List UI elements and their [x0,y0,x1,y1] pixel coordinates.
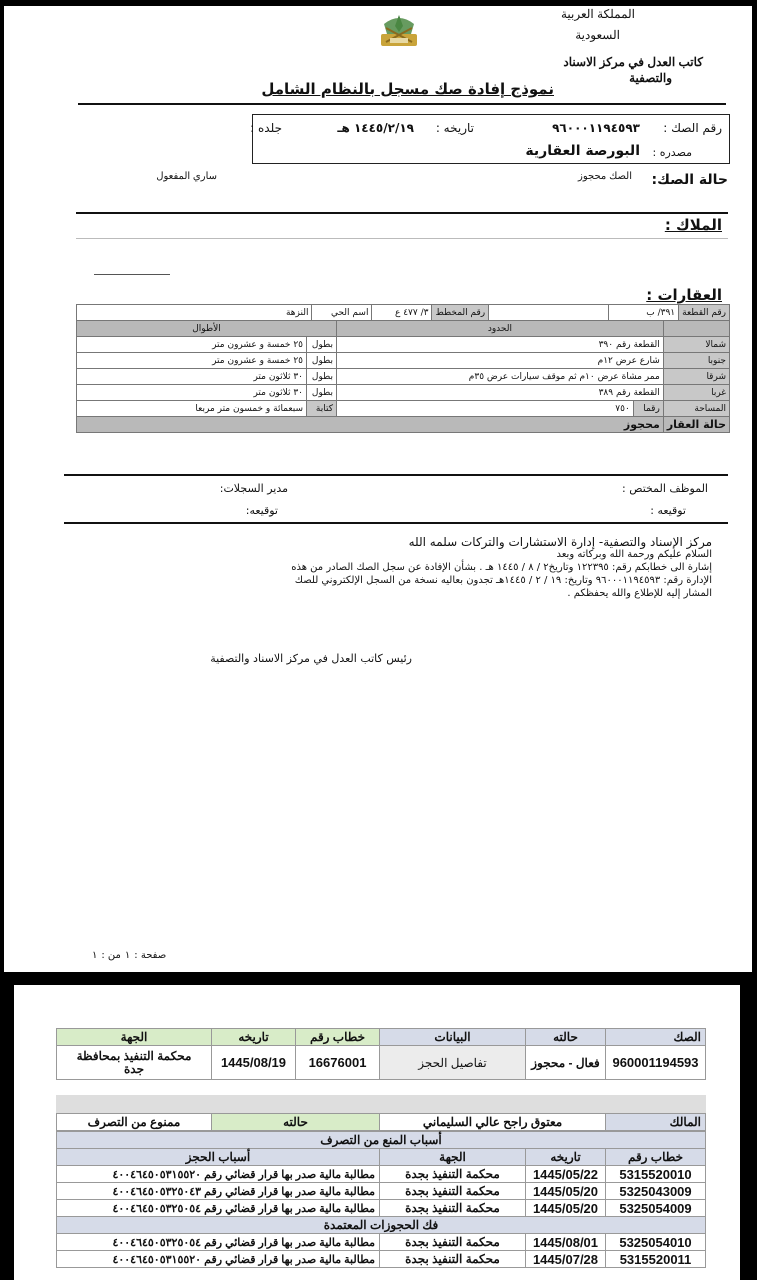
released-date: 1445/08/01 [526,1234,606,1251]
emblem-icon [378,12,420,48]
signature-label-1: توقيعه : [650,504,686,517]
form-title: نموذج إفادة صك مسجل بالنظام الشامل [261,80,554,98]
deed-number-label: رقم الصك : [663,121,722,135]
length-value: ٣٠ ثلاثون متر [77,385,307,401]
ban-header-reason: أسباب الحجز [57,1149,380,1166]
letter-line-5: المشار إليه للإطلاع والله يحفظكم . [567,588,712,599]
area-text: سبعمائة و خمسون متر مربعا [77,401,307,417]
ban-letter-no: 5325043009 [606,1183,706,1200]
total-pages: ١ [92,950,98,961]
property-status-label: حالة العقار [663,417,729,433]
ban-header-letter-no: خطاب رقم [606,1149,706,1166]
released-reason: مطالبة مالية صدر بها قرار قضائي رقم ٤٠٠٤٦٤٥٠٥٣١٥٥٢٠ [57,1251,380,1268]
records-manager-label: مدير السجلات: [219,482,288,495]
plot-value: ٣٩١/ ب [609,305,679,321]
bound-value: القطعة رقم ٣٩٠ [337,337,664,353]
area-label: المساحة [663,401,729,417]
length-label: بطول [307,369,337,385]
deed-document [4,6,752,972]
ban-reason: مطالبة مالية صدر بها قرار قضائي رقم ٤٠٠٤٦٤٥٠٥٣٢٥٠٤٣ [57,1183,380,1200]
ban-date: 1445/05/20 [526,1200,606,1217]
ban-date: 1445/05/22 [526,1166,606,1183]
ban-row [57,1166,706,1183]
length-value: ٣٠ ثلاثون متر [77,369,307,385]
property-table [76,304,730,321]
page-label: صفحة : [134,950,167,961]
ban-authority: محكمة التنفيذ بجدة [380,1183,526,1200]
letter-signer: رئيس كاتب العدل في مركز الاسناد والتصفية [210,652,412,665]
length-label: بطول [307,353,337,369]
letter-no-value: 16676001 [296,1046,380,1080]
length-value: ٢٥ خمسة و عشرون متر [77,337,307,353]
owners-heading: الملاك : [664,216,722,234]
released-letter-no: 5325054010 [606,1234,706,1251]
area-text-label: كتابة [307,401,337,417]
deed-date-value: ١٤٤٥/٢/١٩ هـ [337,121,414,135]
bounds-row [77,353,730,369]
ban-reason: مطالبة مالية صدر بها قرار قضائي رقم ٤٠٠٤٦٤٥٠٥٣١٥٥٢٠ [57,1166,380,1183]
header-status: حالته [526,1029,606,1046]
header-data: البيانات [380,1029,526,1046]
side-label: جنوبا [663,353,729,369]
redacted-mark [94,274,170,275]
spacer-bar [56,1095,706,1113]
ban-section-title: أسباب المنع من التصرف [57,1132,706,1149]
deed-date-label: تاريخه : [435,121,474,135]
bounds-header: الحدود [337,321,664,337]
authority-line-2: جدة [123,1061,144,1076]
deed-source-label: مصدره : [652,146,692,159]
deed-number-value: ٩٦٠٠٠١١٩٤٥٩٣ [552,121,640,135]
released-authority: محكمة التنفيذ بجدة [380,1234,526,1251]
of-label: من : [101,950,121,961]
owner-value: معتوق راجح عالي السليماني [380,1114,606,1131]
header-date: تاريخه [212,1029,296,1046]
ban-reason: مطالبة مالية صدر بها قرار قضائي رقم ٤٠٠٤٦٤٥٠٥٣٢٥٠٥٤ [57,1200,380,1217]
bounds-row [77,385,730,401]
lengths-header: الأطوال [77,321,337,337]
ban-table [56,1131,706,1268]
plot-label: رقم القطعة [679,305,730,321]
bounds-table [76,320,730,433]
authority-value [57,1046,212,1080]
released-letter-no: 5315520011 [606,1251,706,1268]
divider [76,212,728,214]
properties-heading: العقارات : [646,286,722,304]
letter-line-1: مركز الإسناد والتصفية- إدارة الاستشارات والتركات سلمه الله [408,535,712,549]
country-line-2: السعودية [575,28,620,42]
district-label: اسم الحي [312,305,372,321]
letter-line-2: السلام عليكم ورحمة الله وبركاته وبعد [556,549,712,560]
side-label: شرقا [663,369,729,385]
page-indicator [92,950,166,961]
bounds-row [77,337,730,353]
deed-value: 960001194593 [606,1046,706,1080]
deed-status-label: حالة الصك: [651,172,728,188]
bound-value: ممر مشاة عرض ١٠م ثم موقف سيارات عرض ٣٥م [337,369,664,385]
ban-letter-no: 5325054009 [606,1200,706,1217]
record-document [14,985,740,1280]
country-line-1: المملكة العربية [560,7,635,21]
bounds-row [77,369,730,385]
ban-header-date: تاريخه [526,1149,606,1166]
released-section-title: فك الحجوزات المعتمدة [57,1217,706,1234]
ban-row [57,1183,706,1200]
district-value: النزهة [77,305,312,321]
plan-label: رقم المخطط [432,305,489,321]
divider [76,238,728,239]
deed-status-effective: ساري المفعول [156,171,217,182]
divider [64,474,728,476]
office-line-2: والتصفية [629,71,672,85]
header-authority: الجهة [57,1029,212,1046]
length-label: بطول [307,337,337,353]
signature-label-2: توقيعه: [245,504,278,517]
ban-header-authority: الجهة [380,1149,526,1166]
employee-label: الموظف المختص : [622,482,708,495]
office-line-1: كاتب العدل في مركز الاسناد [563,55,703,69]
owner-label: المالك [606,1114,706,1131]
bound-value: شارع عرض ١٢م [337,353,664,369]
ban-authority: محكمة التنفيذ بجدة [380,1166,526,1183]
released-authority: محكمة التنفيذ بجدة [380,1251,526,1268]
released-reason: مطالبة مالية صدر بها قرار قضائي رقم ٤٠٠٤٦٤٥٠٥٣٢٥٠٥٤ [57,1234,380,1251]
owner-status-value: ممنوع من التصرف [57,1114,212,1131]
ban-row [57,1200,706,1217]
released-row [57,1251,706,1268]
deed-volume-label: جلده : [250,121,282,135]
divider [64,522,728,524]
area-num-label: رقما [633,401,663,417]
owner-status-label: حالته [212,1114,380,1131]
plan-value: ٣/ ٤٧٧ ع [372,305,432,321]
header-letter-no: خطاب رقم [296,1029,380,1046]
owner-table [56,1113,706,1131]
page-number: ١ [124,950,131,961]
data-value: تفاصيل الحجز [380,1046,526,1080]
side-label: غربا [663,385,729,401]
ban-authority: محكمة التنفيذ بجدة [380,1200,526,1217]
area-num: ٧٥٠ [337,401,634,417]
ban-date: 1445/05/20 [526,1183,606,1200]
divider [78,103,726,105]
status-value: فعال - محجوز [526,1046,606,1080]
header-deed: الصك [606,1029,706,1046]
bound-value: القطعة رقم ٣٨٩ [337,385,664,401]
property-status-value: محجوز [77,417,664,433]
deed-source-value: البورصة العقارية [525,143,640,159]
length-label: بطول [307,385,337,401]
released-row [57,1234,706,1251]
letter-line-4: الإدارة رقم: ٩٦٠٠٠١١٩٤٥٩٣ وتاريخ: ١٩ / ٢ / ١٤٤٥هـ تجدون بعاليه نسخة من السجل الإلكتروني للصك [294,575,712,586]
authority-line-1: محكمة التنفيذ بمحافظة [76,1048,192,1063]
released-date: 1445/07/28 [526,1251,606,1268]
ban-letter-no: 5315520010 [606,1166,706,1183]
letter-line-3: إشارة الى خطابكم رقم: ١٢٢٣٩٥ وتاريخ٢ / ٨ / ١٤٤٥ هـ . بشأن الإفادة عن سجل الصك الصادر من هذه [291,562,712,573]
length-value: ٢٥ خمسة و عشرون متر [77,353,307,369]
record-table [56,1028,706,1080]
deed-status-value: الصك محجوز [578,171,632,182]
date-value: 1445/08/19 [212,1046,296,1080]
side-label: شمالا [663,337,729,353]
record-row [57,1046,706,1080]
